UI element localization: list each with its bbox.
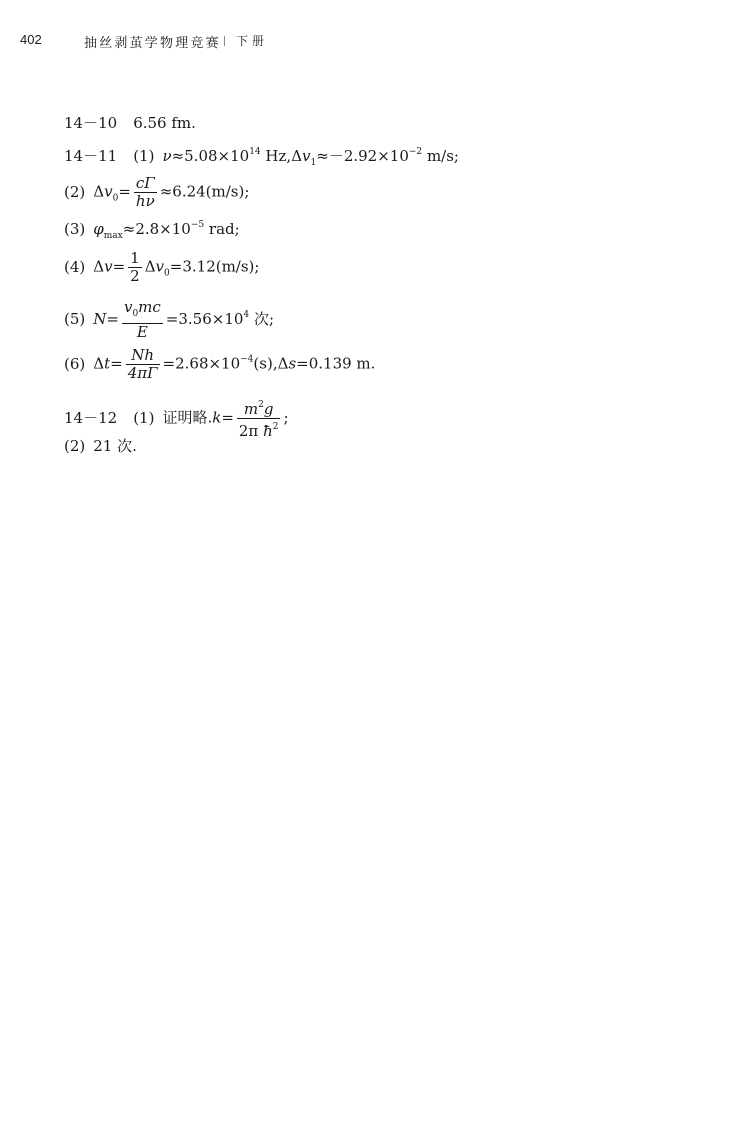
symbol-nu: ν — [162, 147, 172, 165]
numerator: cΓ — [135, 174, 155, 192]
delta: Δ — [291, 147, 303, 165]
unit: m/s; — [426, 147, 459, 165]
answer-14-12-part-1 — [64, 397, 289, 440]
exponent: 14 — [249, 147, 261, 157]
answer-14-11-part-4 — [64, 250, 259, 285]
symbol-v: v — [155, 257, 165, 276]
answer-number: 14－12 — [64, 408, 118, 427]
answer-14-11-part-6 — [64, 347, 375, 382]
symbol-v: v — [104, 182, 113, 201]
symbol-t: t — [104, 354, 111, 373]
text: (s),Δ — [253, 354, 289, 373]
symbol-phi: φ — [93, 220, 104, 238]
denominator: 4πΓ — [127, 364, 158, 382]
exponent: 4 — [243, 310, 250, 320]
symbol-k: k — [212, 408, 222, 427]
delta: Δ — [93, 257, 105, 276]
result: =3.56×10 — [165, 310, 244, 328]
part-label: (5) — [64, 310, 86, 328]
unit: Hz, — [265, 147, 292, 165]
unit: rad; — [208, 220, 240, 238]
volume-label: 下册 — [236, 34, 269, 48]
part-label: (6) — [64, 354, 86, 373]
exponent: −4 — [240, 354, 254, 365]
result: ≈6.24(m/s); — [159, 182, 250, 201]
subscript: 0 — [112, 193, 119, 204]
subscript: 0 — [132, 309, 139, 319]
unit: 次; — [253, 310, 274, 328]
denominator: 2 — [130, 267, 140, 285]
symbol-hbar: ħ — [263, 422, 273, 440]
symbol-v: v — [302, 147, 311, 165]
symbol-m: m — [243, 400, 259, 418]
symbol-N: N — [93, 310, 107, 328]
punctuation: ; — [283, 408, 289, 427]
answer-14-12-part-2 — [64, 436, 137, 456]
answer-14-11-part-2 — [64, 175, 249, 210]
result: =3.12(m/s); — [169, 257, 260, 276]
page-number: 402 — [20, 32, 42, 47]
subscript: 0 — [164, 268, 170, 279]
fraction — [128, 250, 142, 285]
numerator — [237, 397, 281, 419]
symbol-g: g — [263, 400, 274, 418]
part-label: (1) — [133, 147, 155, 165]
equals: = — [110, 354, 123, 373]
equals: = — [112, 257, 126, 276]
subscript: 1 — [310, 158, 317, 168]
denominator: E — [136, 323, 148, 341]
answer-14-11-part-1 — [64, 142, 459, 173]
two-pi: 2π — [238, 422, 259, 440]
equals: = — [221, 408, 234, 427]
part-label: (3) — [64, 220, 86, 238]
answer-number: 14－11 — [64, 147, 118, 165]
part-label: (1) — [133, 408, 155, 427]
delta: Δ — [93, 182, 105, 201]
equals: = — [106, 310, 119, 328]
exponent: 2 — [258, 400, 264, 410]
answer-14-10 — [64, 113, 196, 133]
numerator: 1 — [130, 249, 140, 267]
answer-number: 14－10 — [64, 114, 118, 132]
result: =0.139 m. — [296, 354, 376, 373]
answer-14-11-part-3 — [64, 215, 240, 246]
value: ≈－2.92×10 — [316, 147, 409, 165]
delta: Δ — [93, 354, 105, 373]
header-divider — [224, 36, 225, 46]
fraction — [122, 299, 163, 341]
part-label: (4) — [64, 257, 86, 276]
exponent: −2 — [408, 147, 423, 157]
symbol-mc: mc — [138, 298, 161, 316]
text: 证明略. — [162, 408, 213, 427]
result: =2.68×10 — [162, 354, 241, 373]
fraction — [134, 175, 157, 210]
symbol-v: v — [104, 257, 113, 276]
symbol-v: v — [123, 298, 133, 316]
numerator — [122, 299, 163, 324]
book-title: 抽丝剥茧学物理竞赛 — [84, 36, 221, 51]
denominator: hν — [135, 192, 155, 210]
part-label: (2) — [64, 182, 86, 201]
value: ≈5.08×10 — [171, 147, 250, 165]
fraction — [126, 347, 160, 382]
delta: Δ — [144, 257, 156, 276]
answer-text: 6.56 fm. — [133, 114, 196, 132]
text: 21 次. — [93, 437, 137, 455]
fraction — [237, 397, 281, 440]
equals: = — [118, 182, 131, 201]
numerator: Nh — [126, 347, 160, 365]
part-label: (2) — [64, 437, 86, 455]
running-header — [0, 30, 752, 54]
result: ≈2.8×10 — [122, 220, 191, 238]
exponent: 2 — [272, 422, 279, 432]
answer-14-11-part-5 — [64, 299, 274, 341]
exponent: −5 — [190, 220, 205, 230]
denominator — [237, 419, 281, 440]
subscript: max — [103, 231, 123, 241]
symbol-s: s — [288, 354, 297, 373]
